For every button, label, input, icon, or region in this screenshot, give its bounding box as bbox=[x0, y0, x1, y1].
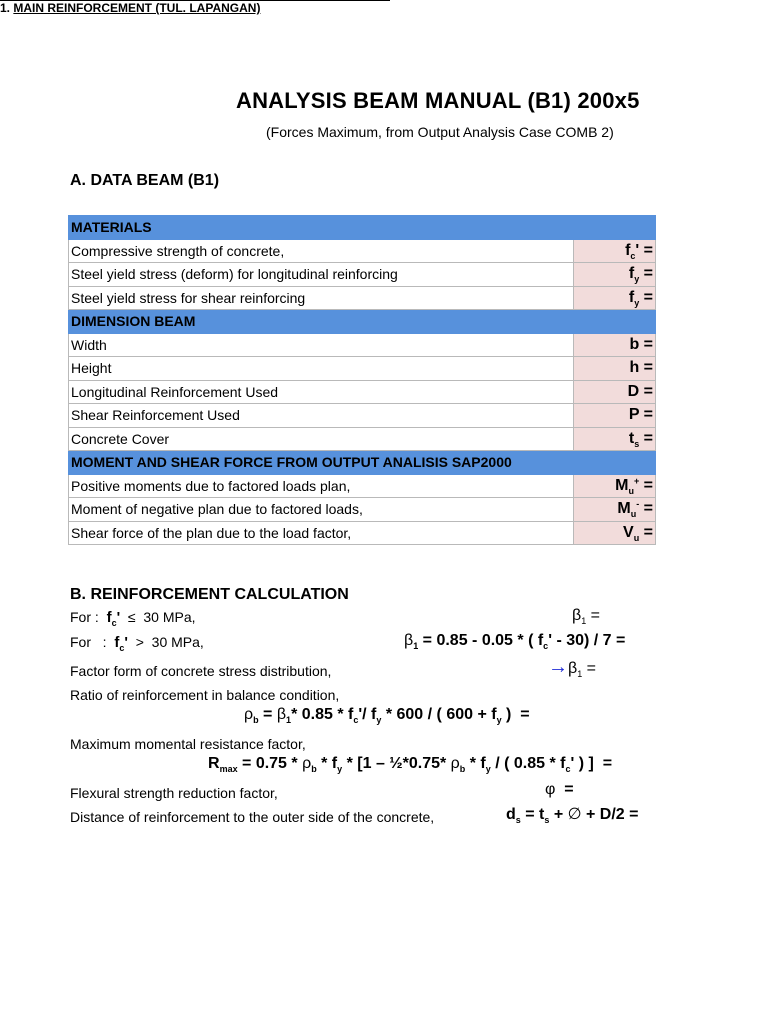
table-header-row bbox=[69, 216, 656, 240]
phi-label: φ = bbox=[545, 781, 574, 798]
main-reinforcement-heading bbox=[0, 1, 768, 15]
table-row bbox=[69, 474, 656, 498]
max-moment-label: Maximum momental resistance factor, bbox=[70, 736, 306, 752]
symbol-b: b = bbox=[574, 333, 656, 357]
table-row bbox=[69, 404, 656, 428]
flexural-label: Flexural strength reduction factor, bbox=[70, 785, 278, 801]
row-label: Height bbox=[69, 357, 574, 381]
beta1-formula: $\beta_1 = 0.85 - 0.05$ * ( $f_c' - 30) / 7$ = bbox=[404, 632, 626, 651]
table-row bbox=[69, 498, 656, 522]
materials-header: MATERIALS bbox=[69, 216, 656, 240]
row-label: Longitudinal Reinforcement Used bbox=[69, 380, 574, 404]
page-title: ANALYSIS BEAM MANUAL (B1) 200x5 bbox=[236, 88, 640, 113]
table-row bbox=[69, 333, 656, 357]
dimension-header: DIMENSION BEAM bbox=[69, 310, 656, 334]
rho-b-formula: $\rho_b = \beta_1*$ $0.85 * f_c'/$ $f_y * 600$ / ( $600 + f_y$ ) = bbox=[244, 706, 530, 725]
subsection-number: 1. bbox=[0, 1, 14, 15]
symbol-p: P = bbox=[574, 404, 656, 428]
row-label: Width bbox=[69, 333, 574, 357]
row-label: Moment of negative plan due to factored loads, bbox=[69, 498, 574, 522]
symbol-vu: $V_u$ = bbox=[574, 521, 656, 545]
table-row bbox=[69, 521, 656, 545]
for-condition-1: For : $f_c' \le 30$ MPa, bbox=[70, 609, 196, 628]
symbol-mu-neg: $M_u^-$ = bbox=[574, 498, 656, 522]
forces-header: MOMENT AND SHEAR FORCE FROM OUTPUT ANALISIS SAP2000 bbox=[69, 451, 656, 475]
symbol-fy: $f_y$ = bbox=[574, 263, 656, 287]
symbol-fc: $f_c'$ = bbox=[574, 239, 656, 263]
section-b-title: B. REINFORCEMENT CALCULATION bbox=[70, 586, 349, 603]
beta1-arrow-row: $\to\beta_1$ = bbox=[548, 656, 597, 679]
row-label: Steel yield stress (deform) for longitudinal reinforcing bbox=[69, 263, 574, 287]
row-label: Steel yield stress for shear reinforcing bbox=[69, 286, 574, 310]
arrow-right-icon: → bbox=[548, 656, 568, 678]
table-row bbox=[69, 263, 656, 287]
row-label: Shear force of the plan due to the load factor, bbox=[69, 521, 574, 545]
table-row bbox=[69, 427, 656, 451]
symbol-h: h = bbox=[574, 357, 656, 381]
table-row bbox=[69, 286, 656, 310]
table-header-row bbox=[69, 310, 656, 334]
row-label: Shear Reinforcement Used bbox=[69, 404, 574, 428]
row-label: Concrete Cover bbox=[69, 427, 574, 451]
beta1-label: $\beta_1$ = bbox=[572, 607, 601, 626]
distance-label: Distance of reinforcement to the outer side of the concrete, bbox=[70, 809, 435, 825]
table-header-row bbox=[69, 451, 656, 475]
factor-form-label: Factor form of concrete stress distribution, bbox=[70, 663, 332, 679]
ratio-balance-label: Ratio of reinforcement in balance condition, bbox=[70, 687, 340, 703]
ds-formula: $d_s = t_s$ + ∅ + D/2 = bbox=[506, 806, 639, 825]
page-subtitle: (Forces Maximum, from Output Analysis Case COMB 2) bbox=[266, 124, 614, 140]
beam-data-table bbox=[68, 215, 656, 545]
section-a-title: A. DATA BEAM (B1) bbox=[70, 172, 220, 189]
table-row bbox=[69, 239, 656, 263]
symbol-fy-shear: $f_y$ = bbox=[574, 286, 656, 310]
for-condition-2: For : $f_c' > 30$ MPa, bbox=[70, 634, 204, 653]
symbol-ts: $t_s$ = bbox=[574, 427, 656, 451]
subsection-title: MAIN REINFORCEMENT (TUL. LAPANGAN) bbox=[13, 1, 261, 15]
table-row bbox=[69, 357, 656, 381]
rmax-formula: $R_{max} = 0.75 * \rho_b * f_y * [1$ – ½*0.75* $\rho_b * f_y$ / ( $0.85 * f_c'$ ) ] = bbox=[208, 755, 613, 774]
row-label: Compressive strength of concrete, bbox=[69, 239, 574, 263]
row-label: Positive moments due to factored loads plan, bbox=[69, 474, 574, 498]
table-row bbox=[69, 380, 656, 404]
symbol-d: D = bbox=[574, 380, 656, 404]
symbol-mu-pos: $M_u^+$ = bbox=[574, 474, 656, 498]
